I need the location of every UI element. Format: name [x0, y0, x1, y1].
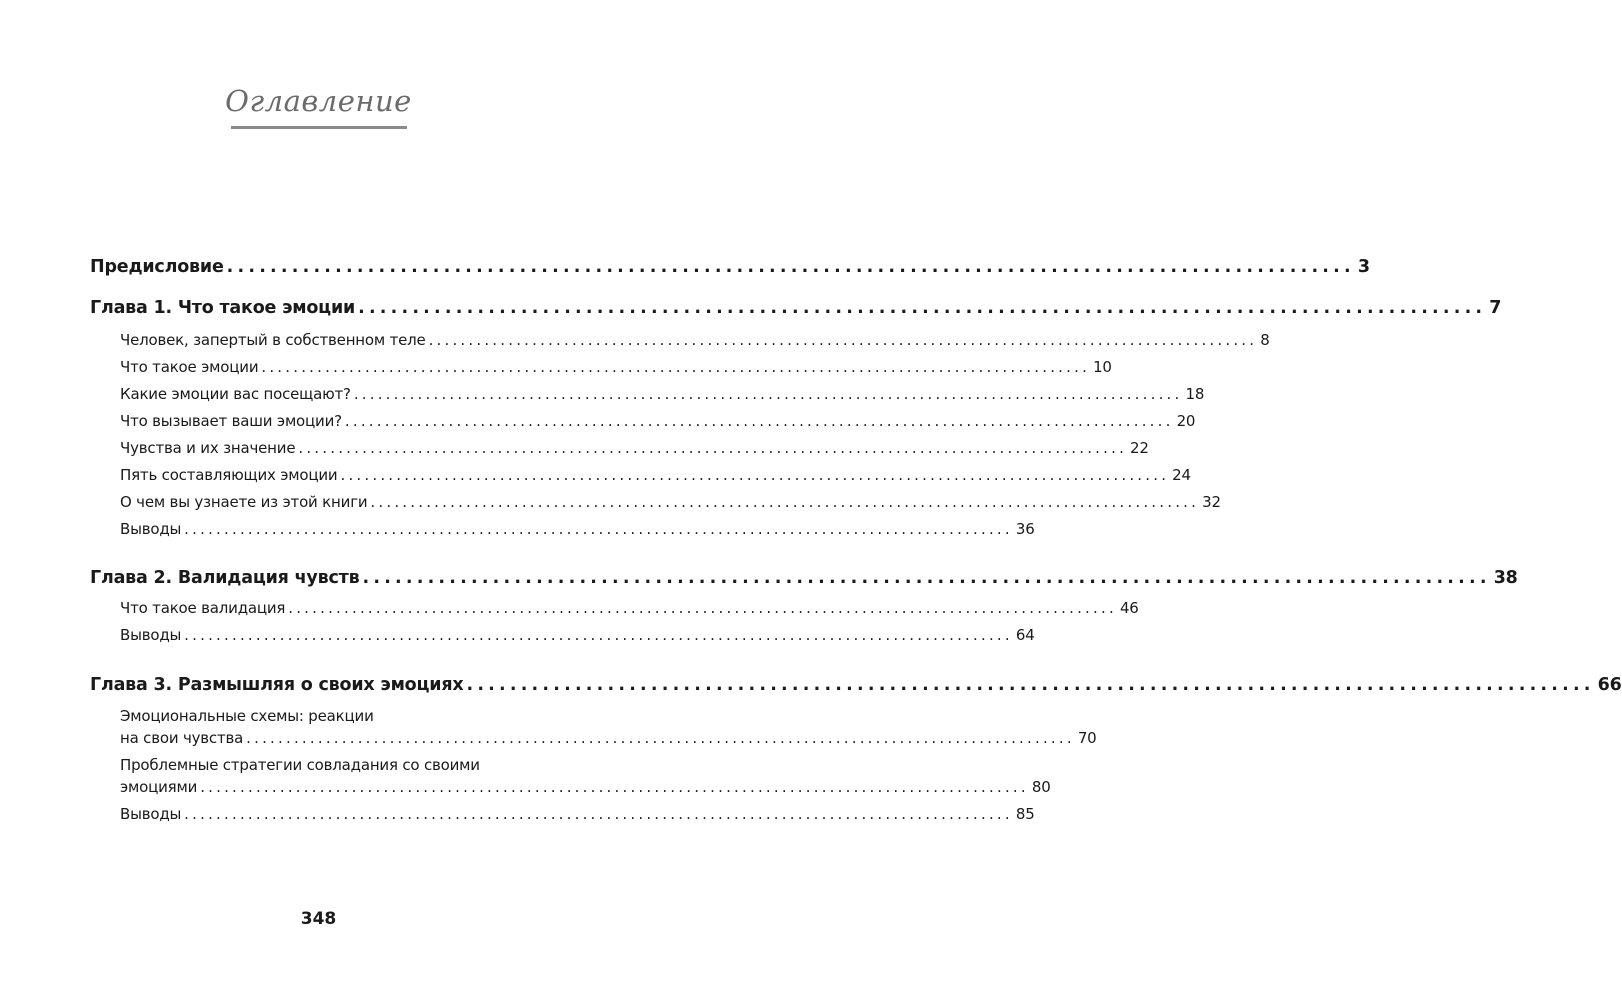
toc-entry-page: 80	[1031, 778, 1051, 796]
toc-entry-page: 8	[1260, 331, 1270, 349]
toc-entry-page: 22	[1130, 439, 1149, 457]
toc-entry-section[interactable]	[120, 331, 1270, 349]
toc-entry-label: Человек, запертый в собственном теле	[120, 331, 426, 349]
title-underline	[231, 126, 407, 129]
toc-entry-section[interactable]	[120, 466, 1191, 484]
dot-leader: ........................................................................................................	[184, 520, 1013, 538]
toc-entry-section[interactable]	[120, 358, 1112, 376]
toc-entry-page: 38	[1493, 568, 1518, 588]
toc-entry-label: Выводы	[120, 805, 182, 823]
toc-entry-section[interactable]	[120, 729, 1097, 747]
toc-entry-page: 10	[1093, 358, 1112, 376]
dot-leader: ........................................................................................................	[358, 298, 1487, 318]
toc-entry-page: 46	[1119, 599, 1139, 617]
dot-leader: ........................................................................................................	[200, 778, 1029, 796]
toc-entry-page: 24	[1172, 466, 1191, 484]
toc-entry-label: эмоциями	[120, 778, 198, 796]
toc-entry-label-line1[interactable]: Эмоциональные схемы: реакции	[120, 707, 374, 725]
toc-entry-section[interactable]	[120, 412, 1196, 430]
toc-entry-chapter-3[interactable]	[90, 675, 1622, 695]
toc-entry-page: 36	[1015, 520, 1035, 538]
dot-leader: ........................................................................................................	[226, 257, 1355, 277]
dot-leader: ........................................................................................................	[184, 626, 1013, 644]
dot-leader: ........................................................................................................	[261, 358, 1091, 376]
toc-entry-preface[interactable]	[90, 257, 1370, 277]
toc-entry-label: Выводы	[120, 520, 182, 538]
dot-leader: ........................................................................................................	[353, 385, 1183, 403]
toc-entry-page: 7	[1489, 298, 1502, 318]
toc-entry-section[interactable]	[120, 778, 1051, 796]
toc-entry-page: 20	[1176, 412, 1196, 430]
page-title: Оглавление	[225, 84, 412, 118]
toc-entry-section[interactable]	[120, 439, 1149, 457]
dot-leader: ........................................................................................................	[340, 466, 1170, 484]
toc-entry-label: Чувства и их значение	[120, 439, 296, 457]
toc-entry-label: Какие эмоции вас посещают?	[120, 385, 351, 403]
toc-entry-label: Предисловие	[90, 257, 224, 277]
dot-leader: ........................................................................................................	[246, 729, 1075, 747]
toc-entry-label: Что такое эмоции	[120, 358, 259, 376]
dot-leader: ........................................................................................................	[466, 675, 1595, 695]
toc-entry-section[interactable]	[120, 805, 1035, 823]
dot-leader: ........................................................................................................	[184, 805, 1013, 823]
toc-entry-section[interactable]	[120, 493, 1221, 511]
toc-entry-section[interactable]	[120, 520, 1035, 538]
toc-entry-label: Пять составляющих эмоции	[120, 466, 338, 484]
toc-entry-page: 66	[1597, 675, 1622, 695]
dot-leader: ........................................................................................................	[428, 331, 1258, 349]
dot-leader: ........................................................................................................	[362, 568, 1491, 588]
toc-entry-page: 85	[1015, 805, 1035, 823]
toc-entry-section[interactable]	[120, 599, 1139, 617]
toc-entry-section[interactable]	[120, 626, 1035, 644]
toc-entry-label: Выводы	[120, 626, 182, 644]
toc-entry-label-line1[interactable]: Проблемные стратегии совладания со своими	[120, 756, 480, 774]
toc-entry-page: 3	[1357, 257, 1370, 277]
toc-entry-page: 70	[1077, 729, 1097, 747]
toc-entry-label: Что вызывает ваши эмоции?	[120, 412, 342, 430]
toc-entry-page: 64	[1015, 626, 1035, 644]
dot-leader: ........................................................................................................	[298, 439, 1128, 457]
toc-entry-chapter-1[interactable]	[90, 298, 1502, 318]
toc-entry-label: Глава 3. Размышляя о своих эмоциях	[90, 675, 464, 695]
dot-leader: ........................................................................................................	[370, 493, 1200, 511]
toc-entry-label: Что такое валидация	[120, 599, 286, 617]
toc-entry-section[interactable]	[120, 385, 1205, 403]
toc-entry-label: Глава 1. Что такое эмоции	[90, 298, 356, 318]
toc-entry-page: 32	[1202, 493, 1221, 511]
page-number: 348	[300, 909, 337, 929]
dot-leader: ........................................................................................................	[288, 599, 1117, 617]
toc-entry-label: на свои чувства	[120, 729, 244, 747]
dot-leader: ........................................................................................................	[344, 412, 1174, 430]
toc-entry-page: 18	[1185, 385, 1205, 403]
toc-entry-chapter-2[interactable]	[90, 568, 1518, 588]
toc-entry-label: Глава 2. Валидация чувств	[90, 568, 360, 588]
toc-entry-label: О чем вы узнаете из этой книги	[120, 493, 368, 511]
